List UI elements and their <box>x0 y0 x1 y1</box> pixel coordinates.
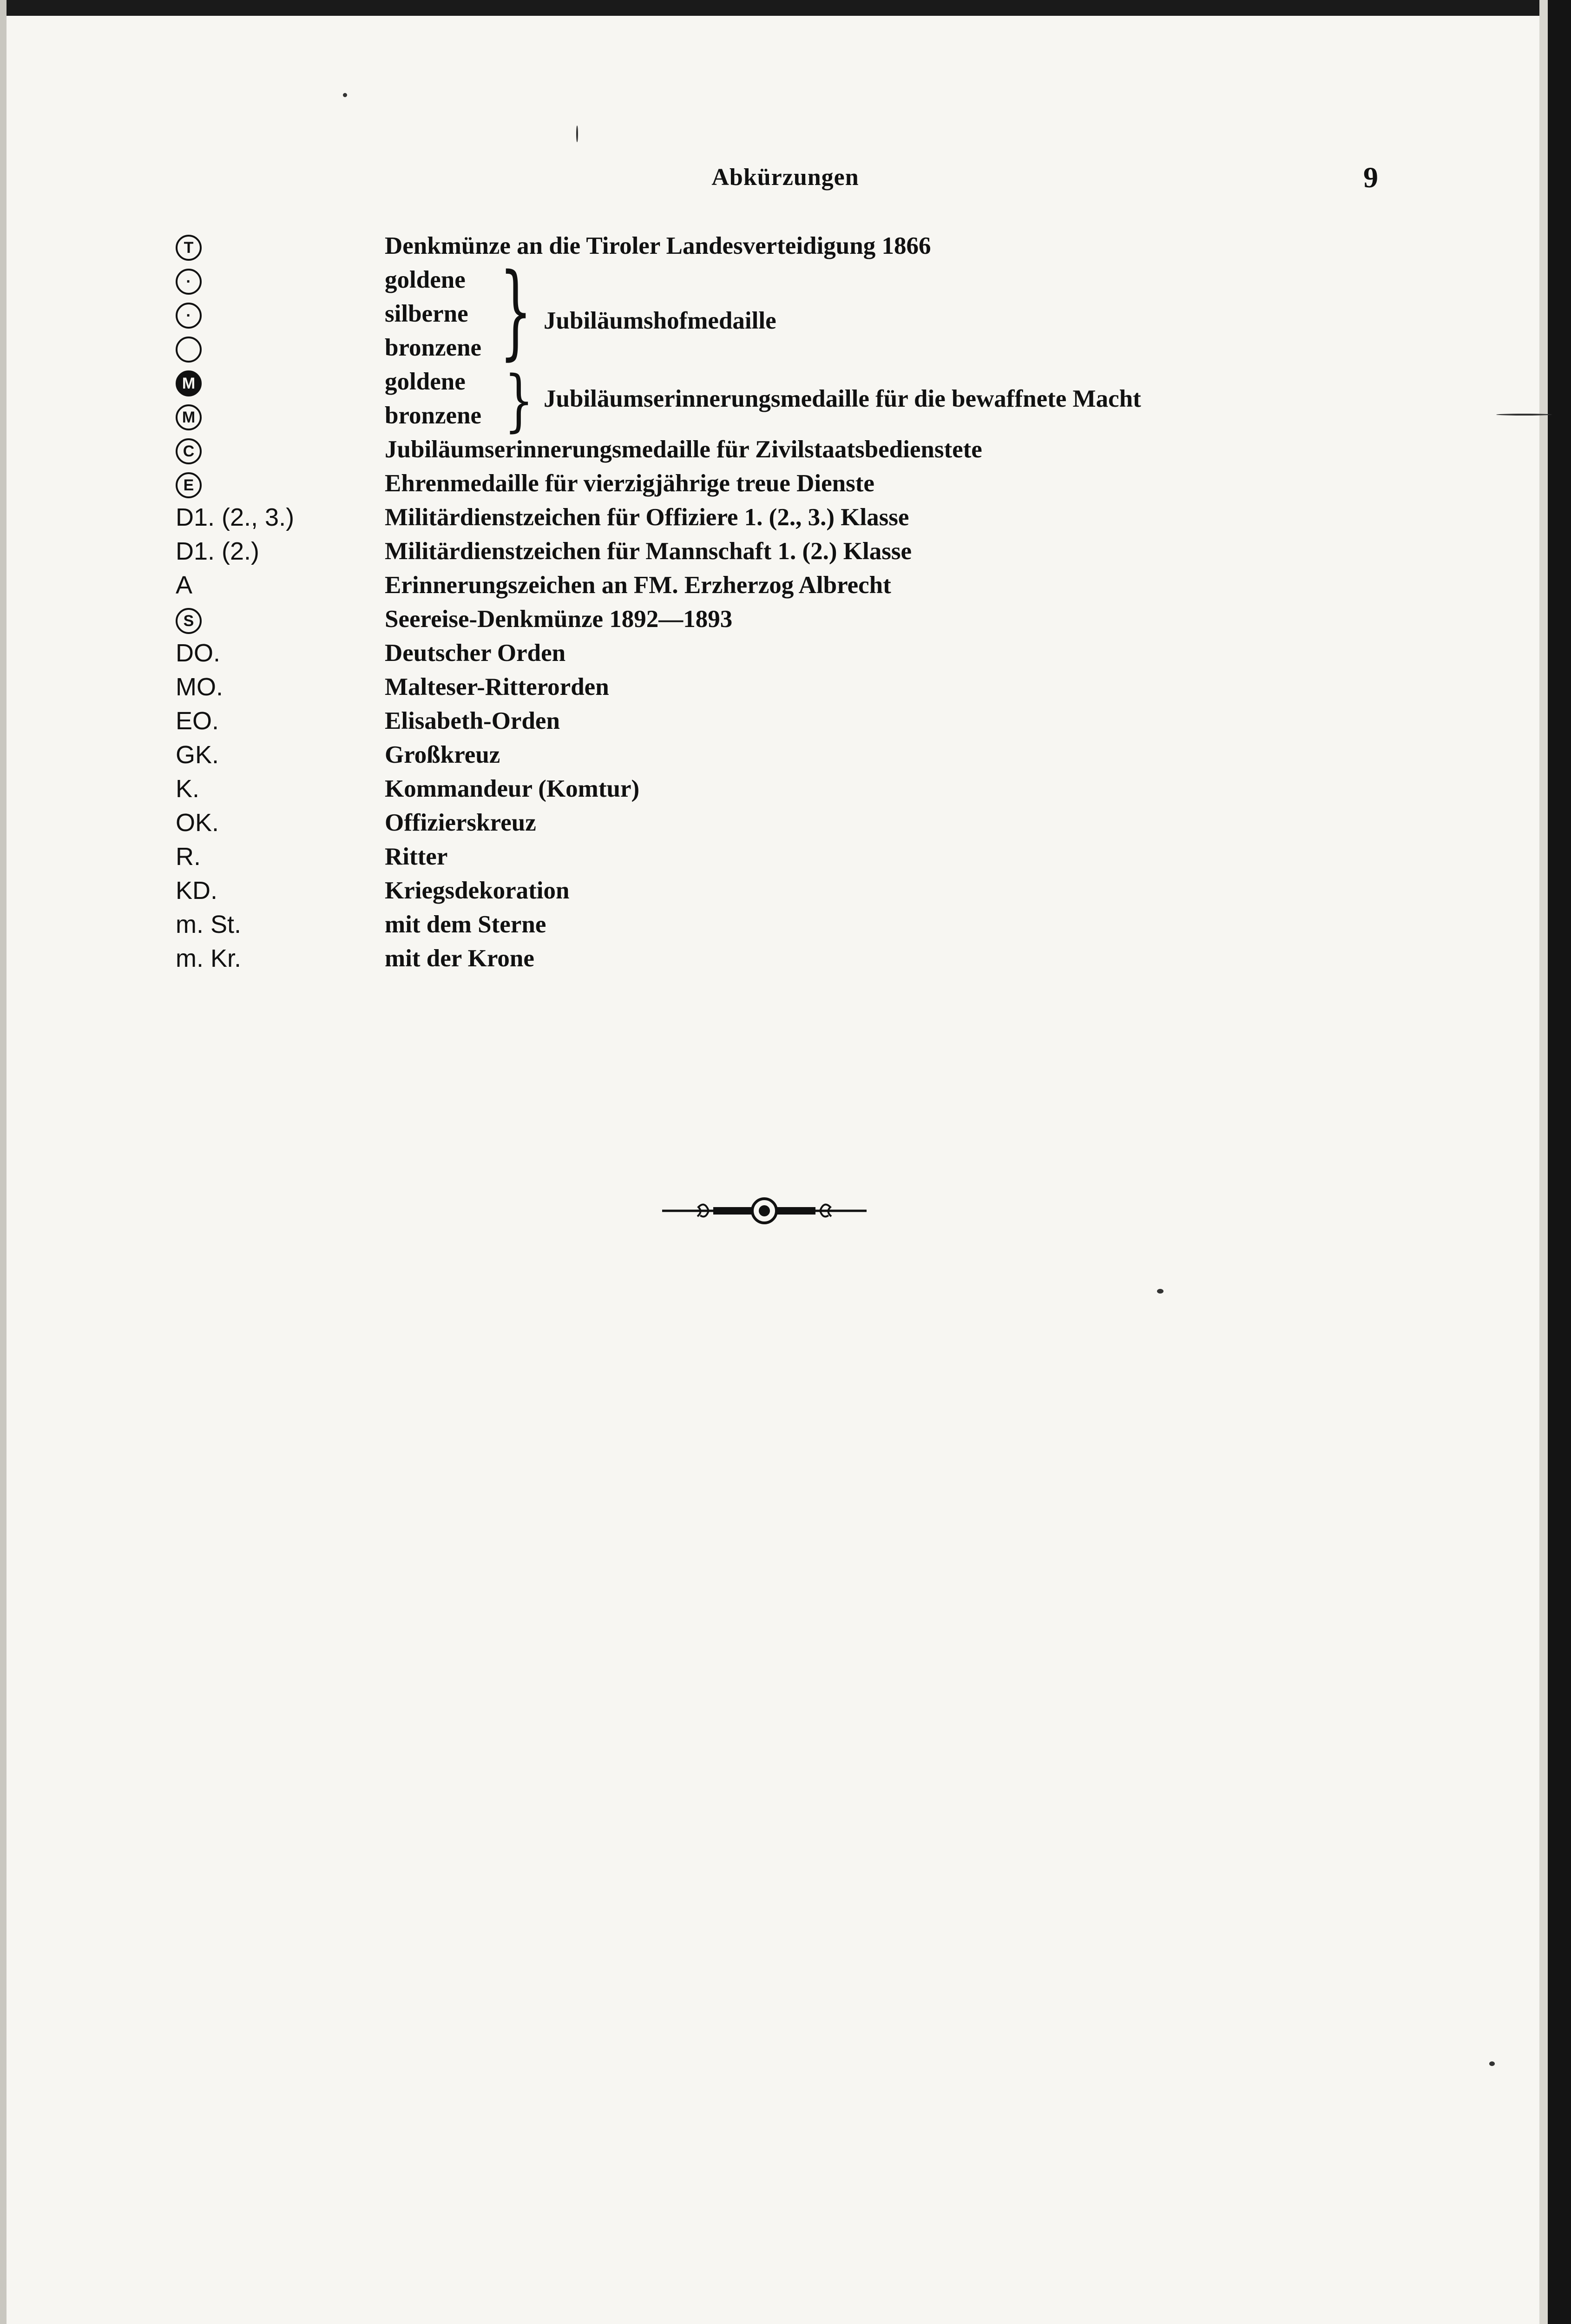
scan-speck <box>1157 1289 1163 1294</box>
page-number: 9 <box>1363 161 1378 194</box>
circled-t-icon: T <box>176 235 202 261</box>
brace-hofmedaille: } <box>500 251 532 371</box>
scan-edge-right-shadow <box>1539 0 1548 2324</box>
abbreviation: KD. <box>176 877 218 905</box>
abbreviation <box>176 399 394 433</box>
scan-speck <box>1489 2061 1495 2066</box>
abbreviation: m. St. <box>176 911 242 938</box>
definition: goldene <box>385 368 466 395</box>
definition: Denkmünze an die Tiroler Landesverteidigung 1866 <box>385 232 931 259</box>
definition: Ehrenmedaille für vierzigjährige treue Dienste <box>385 470 874 497</box>
abbreviation: A <box>176 571 193 599</box>
scan-speck <box>1496 414 1552 416</box>
definition: bronzene <box>385 402 482 429</box>
definition: Elisabeth-Orden <box>385 707 560 734</box>
abbreviation: GK. <box>176 741 219 769</box>
abbreviation <box>176 365 394 399</box>
definition: Großkreuz <box>385 741 500 768</box>
abbreviation: K. <box>176 775 200 803</box>
circled-c-icon: C <box>176 438 202 464</box>
scan-edge-left <box>0 0 7 2324</box>
circle-empty-bronze-icon <box>176 337 202 363</box>
circled-e-icon: E <box>176 472 202 498</box>
definition: Erinnerungszeichen an FM. Erzherzog Albrecht <box>385 572 891 599</box>
definition: Militärdienstzeichen für Mannschaft 1. (2.) Klasse <box>385 538 912 565</box>
definition: Seereise-Denkmünze 1892—1893 <box>385 606 733 633</box>
ornament-divider-icon <box>662 1195 867 1227</box>
brace-erinnerungsmedaille: } <box>504 361 534 440</box>
scan-edge-right <box>1548 0 1571 2324</box>
definition: Deutscher Orden <box>385 640 566 667</box>
abbreviation <box>176 297 394 331</box>
definition: Kommandeur (Komtur) <box>385 775 640 802</box>
definition: Militärdienstzeichen für Offiziere 1. (2., 3.) Klasse <box>385 504 909 531</box>
abbreviation <box>176 467 394 501</box>
scan-speck <box>343 93 347 97</box>
group-label-erinnerungsmedaille: Jubiläumserinnerungsmedaille für die bewaffnete Macht <box>544 385 1141 412</box>
definition: Offizierskreuz <box>385 809 536 836</box>
abbreviation <box>176 602 394 636</box>
abbreviation <box>176 331 394 365</box>
definition: Kriegsdekoration <box>385 877 570 904</box>
definition: goldene <box>385 266 466 293</box>
running-head: Abkürzungen <box>711 164 859 191</box>
definition: Ritter <box>385 843 448 870</box>
definition: Malteser-Ritterorden <box>385 673 609 700</box>
definition: Jubiläumserinnerungsmedaille für Zivilstaatsbedienstete <box>385 436 982 463</box>
definition: mit der Krone <box>385 945 534 972</box>
circled-m-filled-icon: M <box>176 370 202 396</box>
abbreviation: D1. (2., 3.) <box>176 503 295 531</box>
abbreviation: R. <box>176 843 201 871</box>
group-label-hofmedaille: Jubiläumshofmedaille <box>544 307 776 334</box>
circled-m-icon: M <box>176 404 202 430</box>
abbreviation: m. Kr. <box>176 944 242 972</box>
abbreviation: MO. <box>176 673 223 701</box>
definition: mit dem Sterne <box>385 911 546 938</box>
definition: bronzene <box>385 334 482 361</box>
abbreviation <box>176 433 394 467</box>
definition: silberne <box>385 300 468 327</box>
abbreviation <box>176 263 394 297</box>
scan-speck <box>576 125 578 142</box>
abbreviation: OK. <box>176 809 219 837</box>
circled-s-icon: S <box>176 608 202 634</box>
circle-dotted-gold-icon: · <box>176 269 202 295</box>
abbreviation: EO. <box>176 707 219 735</box>
circle-dot-silver-icon: · <box>176 303 202 329</box>
abbreviation <box>176 229 394 263</box>
abbreviation: DO. <box>176 639 221 667</box>
scan-edge-top <box>0 0 1571 16</box>
abbreviation: D1. (2.) <box>176 537 260 565</box>
